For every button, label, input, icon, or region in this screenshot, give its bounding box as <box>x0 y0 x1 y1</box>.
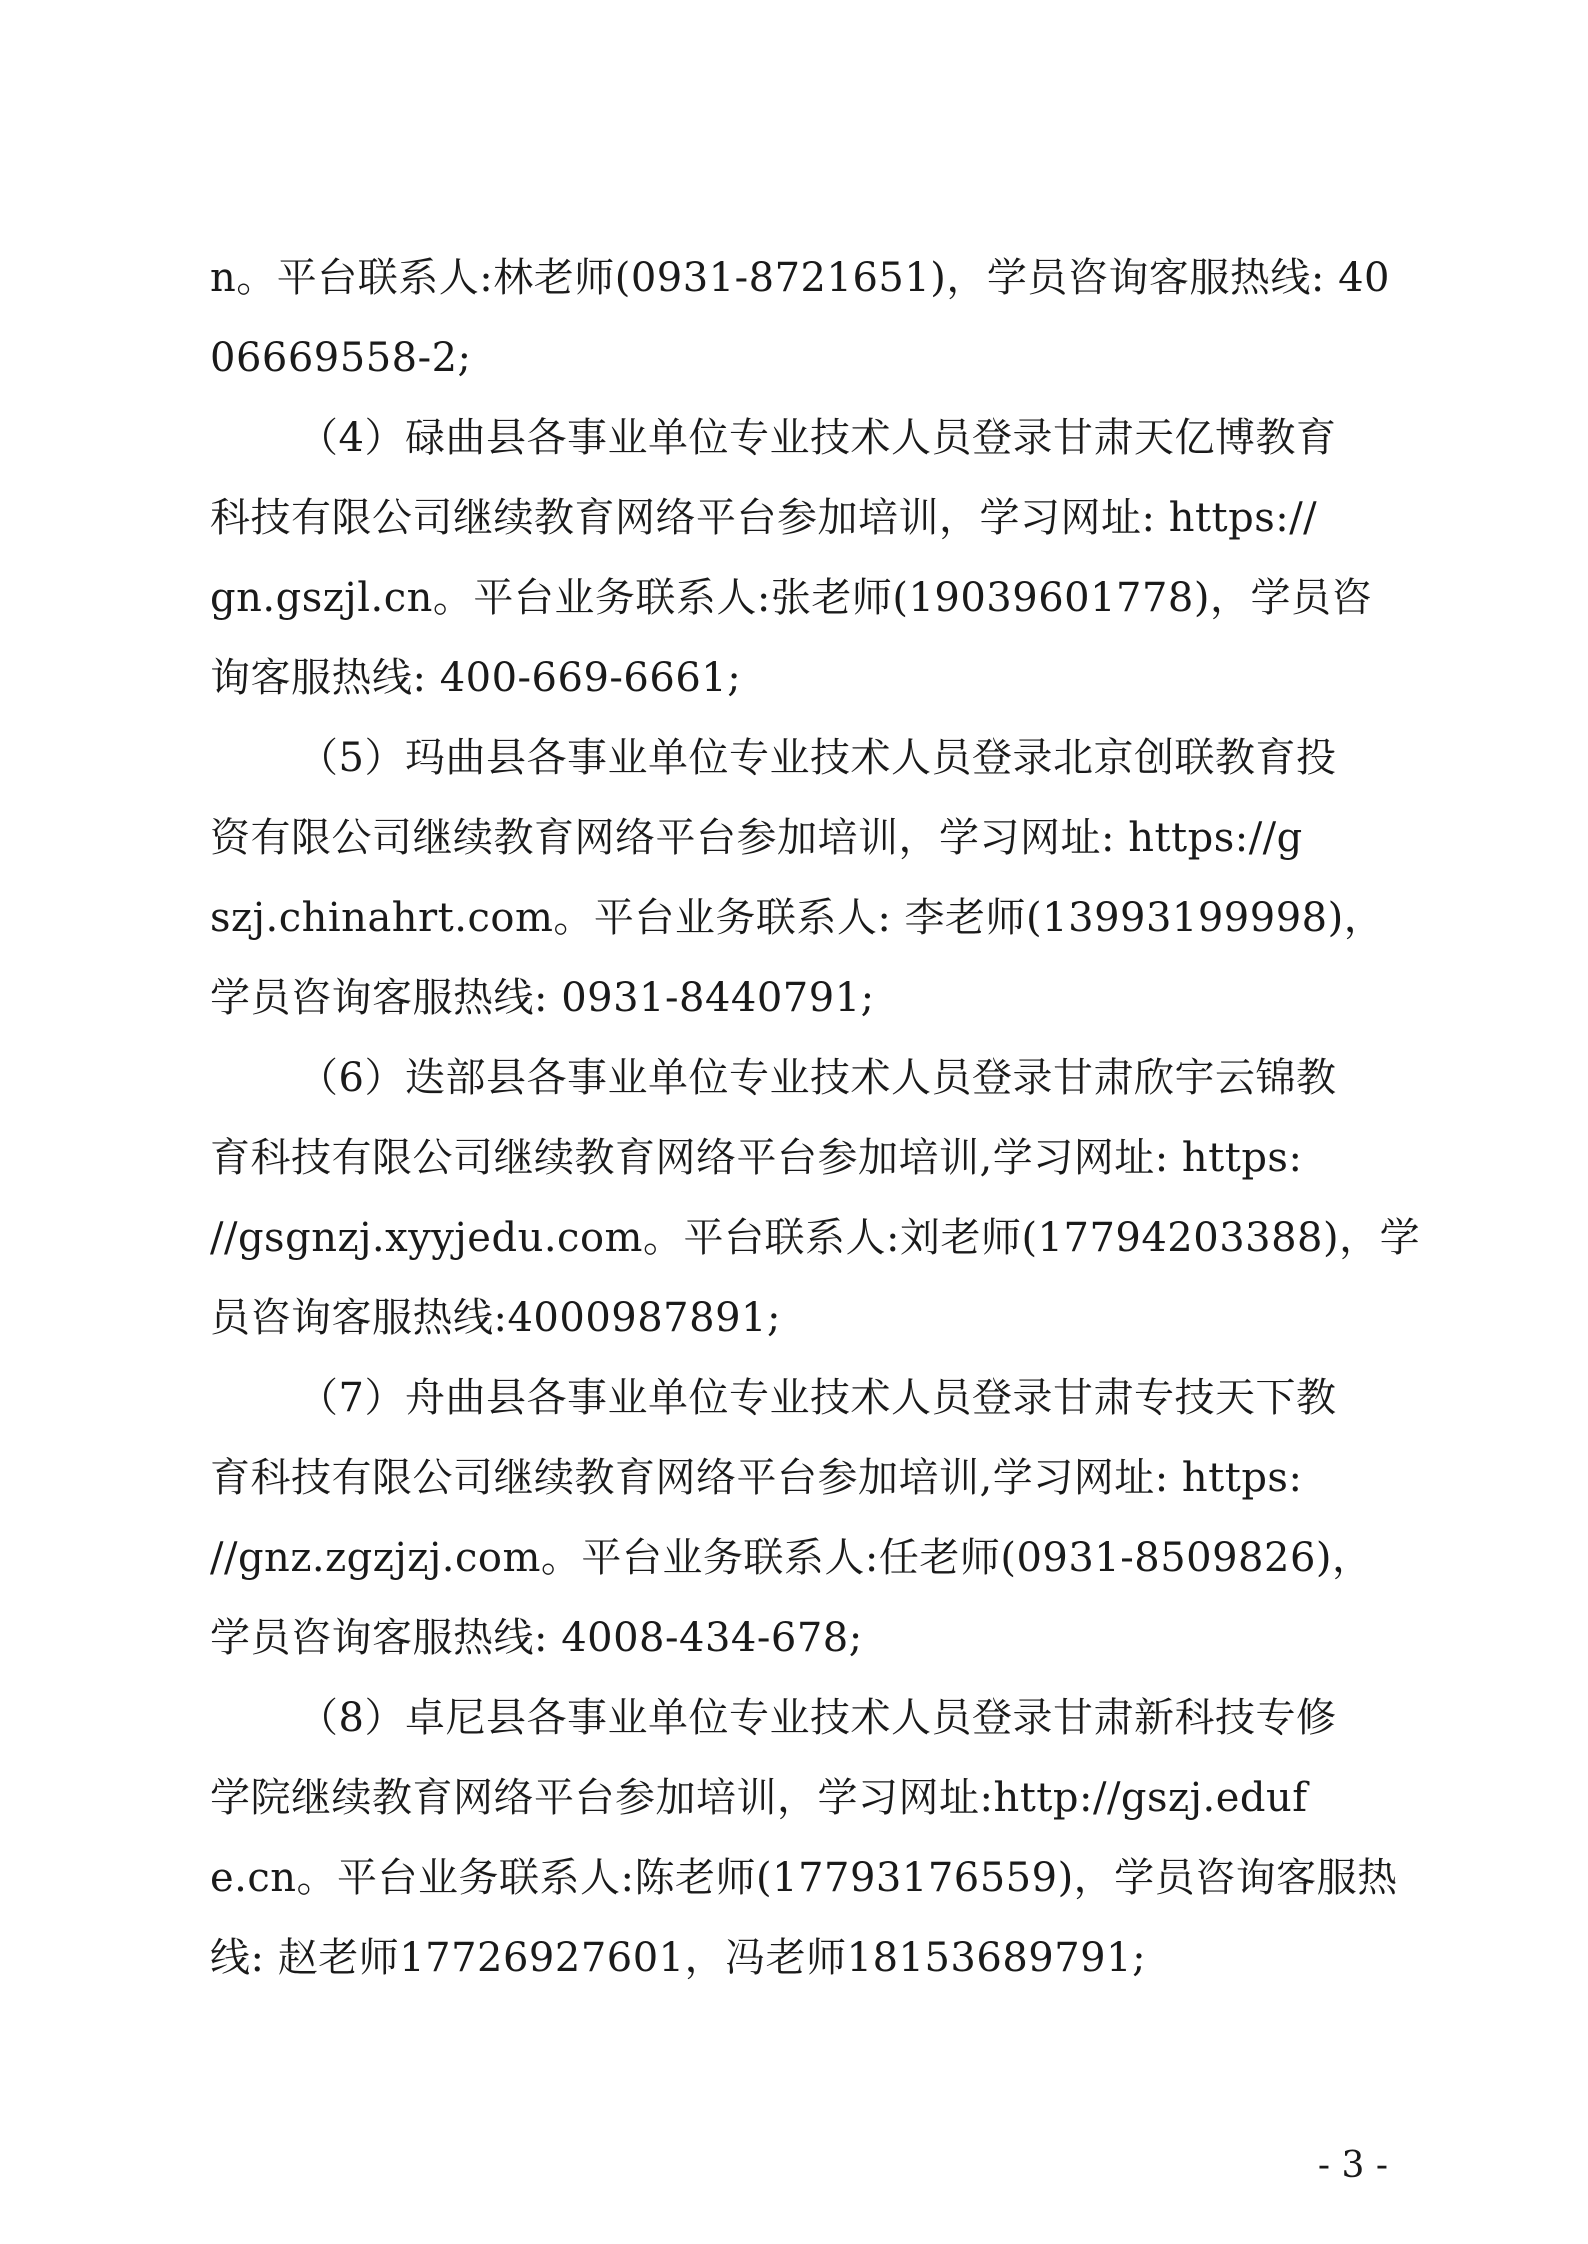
page-number: - 3 - <box>1317 2145 1388 2186</box>
document-body <box>210 238 1421 1998</box>
body-line: szj.chinahrt.com。平台业务联系人: 李老师(13993199998)， <box>210 895 1385 941</box>
body-line: 科技有限公司继续教育网络平台参加培训，学习网址: https:// <box>210 495 1318 541</box>
body-line: 学员咨询客服热线: 0931-8440791; <box>210 975 875 1021</box>
body-line: 育科技有限公司继续教育网络平台参加培训,学习网址: https: <box>210 1135 1303 1181</box>
body-line-item-7: （7）舟曲县各事业单位专业技术人员登录甘肃专技天下教 <box>298 1375 1337 1421</box>
body-line: 线: 赵老师17726927601，冯老师18153689791; <box>210 1935 1147 1981</box>
body-line: 育科技有限公司继续教育网络平台参加培训,学习网址: https: <box>210 1455 1303 1501</box>
body-line: 06669558-2; <box>210 335 472 381</box>
body-line: 资有限公司继续教育网络平台参加培训，学习网址: https://g <box>210 815 1303 861</box>
body-line: 员咨询客服热线:4000987891; <box>210 1295 781 1341</box>
body-line: 学员咨询客服热线: 4008-434-678; <box>210 1615 863 1661</box>
body-line: gn.gszjl.cn。平台业务联系人:张老师(19039601778)，学员咨 <box>210 575 1372 621</box>
body-line-item-4: （4）碌曲县各事业单位专业技术人员登录甘肃天亿博教育 <box>298 415 1337 461</box>
body-line: //gnz.zgzjzj.com。平台业务联系人:任老师(0931-8509826)， <box>210 1535 1373 1581</box>
body-line: e.cn。平台业务联系人:陈老师(17793176559)，学员咨询客服热 <box>210 1855 1398 1901</box>
body-line: 询客服热线: 400-669-6661; <box>210 655 742 701</box>
body-line: 学院继续教育网络平台参加培训，学习网址:http://gszj.eduf <box>210 1775 1308 1821</box>
body-line: //gsgnzj.xyyjedu.com。平台联系人:刘老师(17794203388)，学 <box>210 1215 1421 1261</box>
body-line-item-6: （6）迭部县各事业单位专业技术人员登录甘肃欣宇云锦教 <box>298 1055 1337 1101</box>
body-line-item-8: （8）卓尼县各事业单位专业技术人员登录甘肃新科技专修 <box>298 1695 1337 1741</box>
body-line-item-5: （5）玛曲县各事业单位专业技术人员登录北京创联教育投 <box>298 735 1337 781</box>
body-line: n。平台联系人:林老师(0931-8721651)，学员咨询客服热线: 40 <box>210 255 1390 301</box>
